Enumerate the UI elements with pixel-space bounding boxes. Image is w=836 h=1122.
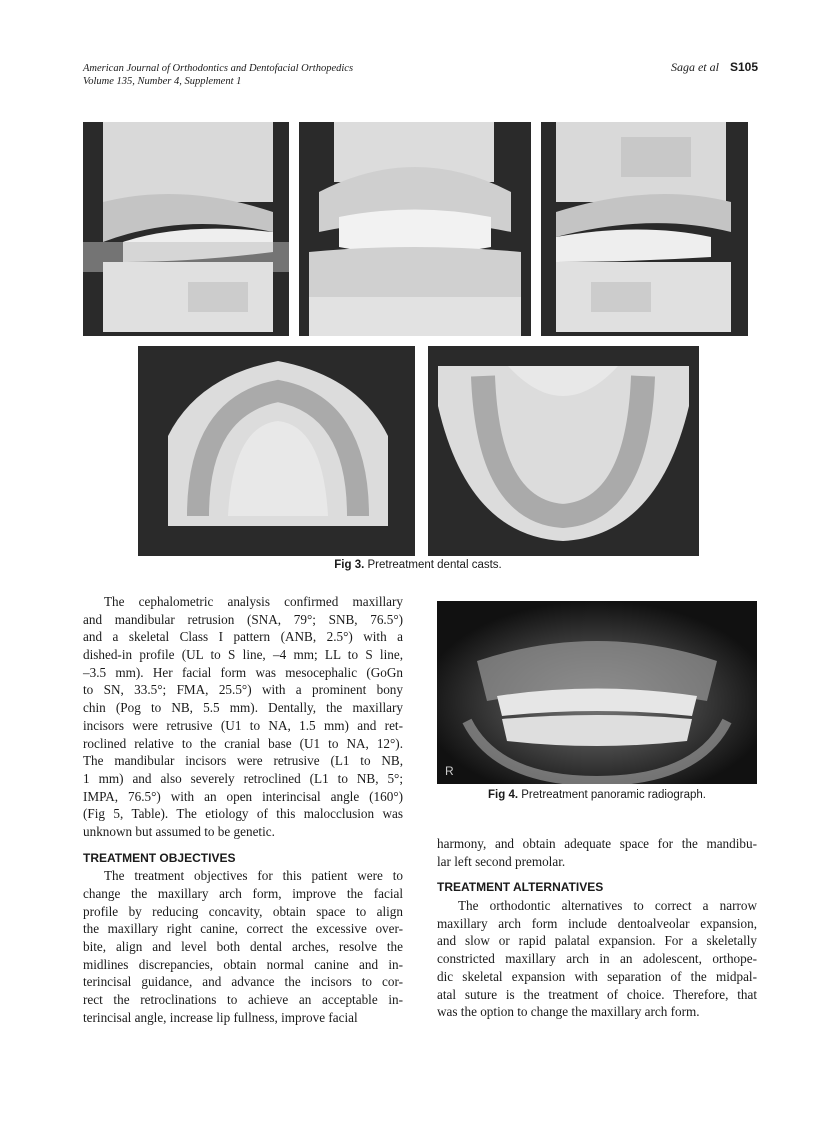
text-line: roclined relative to the cranial base (U1 to NA, 12°).: [83, 735, 403, 751]
text-line: the maxillary right canine, correct the excessive over-: [83, 921, 403, 937]
text-line: incisors were retrusive (U1 to NA, 1.5 mm) and ret-: [83, 717, 403, 733]
cast-photo-right-lateral: [83, 122, 289, 336]
text-line: The orthodontic alternatives to correct a narrow: [458, 898, 757, 914]
section-heading: TREATMENT ALTERNATIVES: [437, 880, 604, 895]
fig3-caption-text: Pretreatment dental casts.: [364, 559, 502, 571]
journal-volume: Volume 135, Number 4, Supplement 1: [83, 76, 242, 87]
text-line: profile by reducing concavity, obtain space to align: [83, 903, 403, 919]
text-line: midlines discrepancies, obtain normal canine and in-: [83, 956, 403, 972]
cast-photo-mandibular-occlusal: [428, 346, 699, 556]
fig3-label: Fig 3.: [334, 559, 365, 571]
section-heading: TREATMENT OBJECTIVES: [83, 850, 236, 865]
text-line: terincisal guidance, and advance the incisors to cor-: [83, 974, 403, 990]
text-line: terincisal angle, increase lip fullness, improve facial: [83, 1009, 358, 1025]
text-line: constricted maxillary arch in an adolescent, orthope-: [437, 951, 757, 967]
text-line: The cephalometric analysis confirmed maxillary: [104, 594, 403, 609]
page-header-right: [671, 60, 758, 75]
text-line: –3.5 mm). Her facial form was mesocephalic (GoGn: [83, 664, 403, 680]
text-line: change the maxillary arch form, improve the facial: [83, 886, 403, 901]
text-line: bite, align and level both dental arches, resolve the: [83, 939, 403, 955]
radiograph-side-marker: R: [445, 764, 454, 778]
text-line: atal suture is the treatment of choice. Therefore, that: [437, 986, 757, 1002]
right-column: [437, 835, 757, 1021]
authors: Saga et al: [670, 60, 719, 74]
text-line: IMPA, 76.5°) with an open interincisal angle (160°): [83, 788, 403, 804]
paragraph: [83, 593, 403, 841]
running-header: [83, 62, 353, 88]
paragraph: [437, 897, 757, 1021]
text-line: dished-in profile (UL to S line, –4 mm; LL to S line,: [83, 647, 403, 663]
fig4-caption: [437, 789, 757, 801]
text-line: (Fig 5, Table). The etiology of this malocclusion was: [83, 806, 403, 822]
paragraph: [83, 867, 403, 1026]
page-number: S105: [729, 60, 758, 74]
text-line: The mandibular incisors were retrusive (L1 to NB,: [83, 753, 403, 769]
text-line: rect the retroclinations to achieve an acceptable in-: [83, 992, 403, 1008]
text-line: was the option to change the maxillary arch form.: [437, 1004, 700, 1020]
text-line: The treatment objectives for this patient were to: [104, 868, 403, 884]
text-line: chin (Pog to NB, 5.5 mm). Dentally, the maxillary: [83, 700, 403, 716]
fig3-caption: [0, 559, 836, 571]
left-column: [83, 593, 403, 1027]
text-line: lar left second premolar.: [437, 853, 566, 869]
cast-photo-frontal: [299, 122, 531, 336]
text-line: and a skeletal Class I pattern (ANB, 2.5°) with a: [83, 629, 403, 645]
paragraph: [437, 835, 757, 870]
journal-title: American Journal of Orthodontics and Dentofacial Orthopedics: [83, 63, 354, 74]
text-line: to SN, 33.5°; FMA, 25.5°) with a prominent bony: [83, 682, 403, 698]
cast-photo-maxillary-occlusal: [138, 346, 415, 556]
text-line: 1 mm) and also severely retroclined (L1 to NB, 5°;: [83, 770, 403, 786]
fig4-label: Fig 4.: [488, 789, 519, 801]
text-line: and slow or rapid palatal expansion. For a skeletally: [437, 933, 757, 949]
text-line: dic skeletal expansion with separation of the midpal-: [437, 968, 757, 984]
text-line: maxillary arch form include dentoalveolar expansion,: [437, 915, 757, 931]
cast-photo-left-lateral: [541, 122, 748, 336]
text-line: unknown but assumed to be genetic.: [83, 823, 275, 839]
text-line: harmony, and obtain adequate space for the mandibu-: [437, 836, 757, 851]
panoramic-radiograph: [437, 601, 757, 784]
text-line: and mandibular retrusion (SNA, 79°; SNB, 76.5°): [83, 611, 403, 627]
fig4-caption-text: Pretreatment panoramic radiograph.: [518, 789, 706, 801]
